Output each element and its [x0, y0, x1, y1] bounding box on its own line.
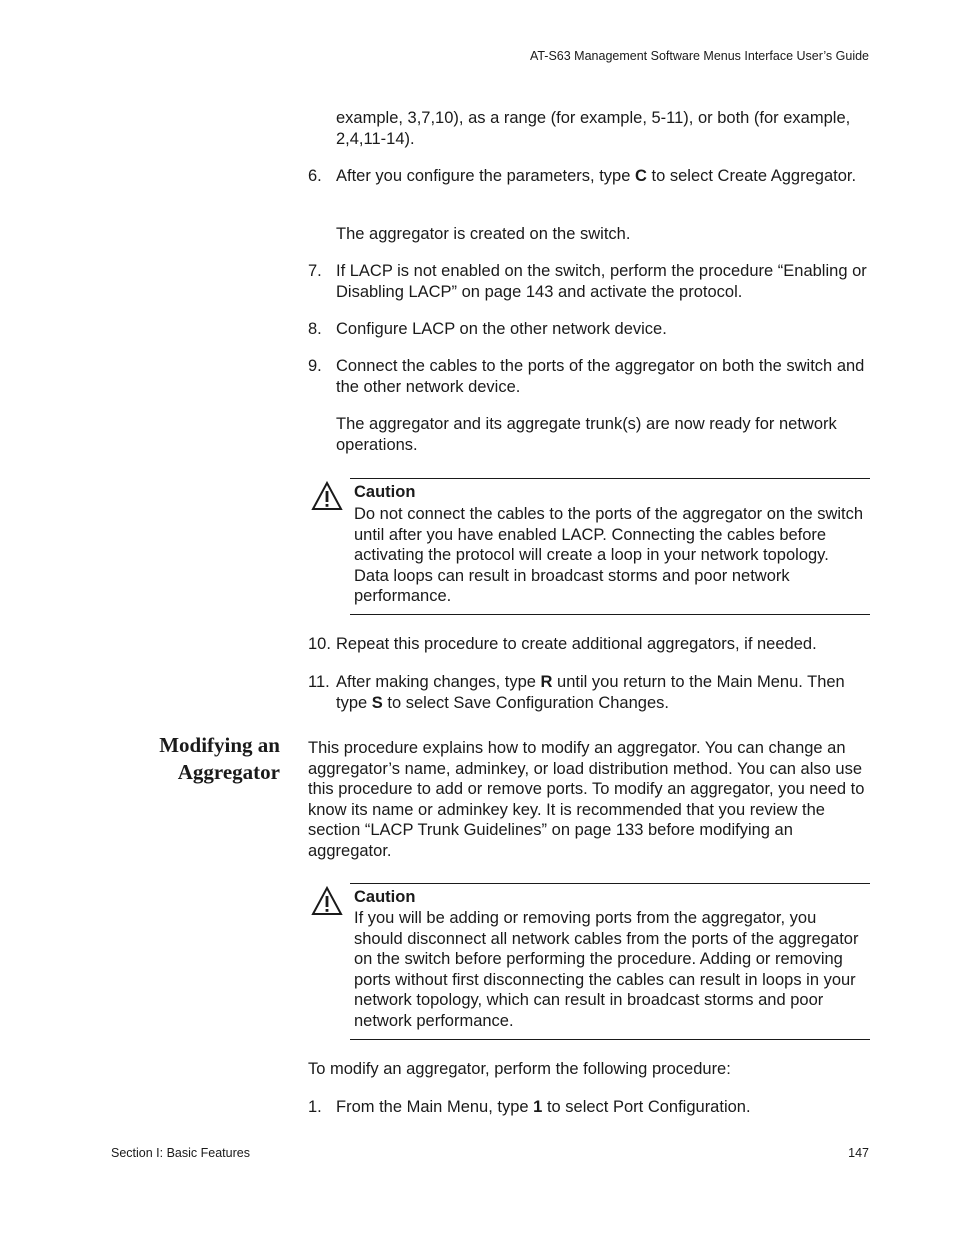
- caution-text: Do not connect the cables to the ports of the aggregator on the switch until after you have enabled LACP. Connecting the cables before activating the protocol will create a loop in your network topology. Data loops can result in broadcast storms and poor network performance.: [354, 505, 864, 605]
- running-header: AT-S63 Management Software Menus Interface User’s Guide: [529, 49, 869, 63]
- caution-title: Caution: [354, 888, 416, 906]
- step-note: The aggregator is created on the switch.: [336, 225, 631, 243]
- caution-bottom-rule: [350, 1039, 870, 1040]
- step-number: 1.: [308, 1098, 322, 1116]
- page-number: 147: [848, 1146, 869, 1160]
- caution-box: [308, 478, 870, 615]
- warning-triangle-icon: [311, 481, 343, 511]
- step-text: After making changes, type R until you return to the Main Menu. Then type S to select Save Configuration Changes.: [336, 673, 845, 712]
- caution-title: Caution: [354, 483, 416, 501]
- section-intro: This procedure explains how to modify an aggregator. You can change an aggregator’s name, adminkey, or load distribution method. You can also use this procedure to add or remove ports. To modify an aggregator, you need to know its name or adminkey key. It is recommended that you review the section “LACP Trunk Guidelines” on page 133 before modifying an aggregator.: [308, 739, 865, 860]
- step-number: 11.: [308, 673, 330, 691]
- caution-text: If you will be adding or removing ports from the aggregator, you should disconnect all network cables from the ports of the aggregator on the switch before performing the procedure. Adding or removing ports without first disconnecting the cables can result in loops in your network topology, which can result in broadcast storms and poor network performance.: [354, 909, 859, 1030]
- warning-triangle-icon: [311, 886, 343, 916]
- caution-top-rule: [350, 883, 870, 884]
- step-note: The aggregator and its aggregate trunk(s) are now ready for network operations.: [336, 415, 837, 454]
- caution-box: [308, 883, 870, 1040]
- procedure-intro: To modify an aggregator, perform the following procedure:: [308, 1060, 731, 1078]
- step-number: 9.: [308, 357, 322, 375]
- caution-bottom-rule: [350, 614, 870, 615]
- step-text: Repeat this procedure to create additional aggregators, if needed.: [336, 635, 817, 653]
- continuation-text: example, 3,7,10), as a range (for example, 5-11), or both (for example, 2,4,11-14).: [336, 109, 851, 148]
- caution-top-rule: [350, 478, 870, 479]
- step-text: If LACP is not enabled on the switch, perform the procedure “Enabling or Disabling LACP” on page 143 and activate the protocol.: [336, 262, 867, 301]
- step-text: From the Main Menu, type 1 to select Port Configuration.: [336, 1098, 751, 1116]
- footer-section: Section I: Basic Features: [111, 1146, 250, 1160]
- step-text: Connect the cables to the ports of the aggregator on both the switch and the other network device.: [336, 357, 865, 396]
- section-heading: Modifying an Aggregator: [159, 733, 280, 784]
- step-number: 7.: [308, 262, 322, 280]
- step-number: 10.: [308, 635, 331, 653]
- step-number: 8.: [308, 320, 322, 338]
- step-text: Configure LACP on the other network device.: [336, 320, 667, 338]
- step-number: 6.: [308, 167, 322, 185]
- step-text: After you configure the parameters, type C to select Create Aggregator.: [336, 167, 857, 185]
